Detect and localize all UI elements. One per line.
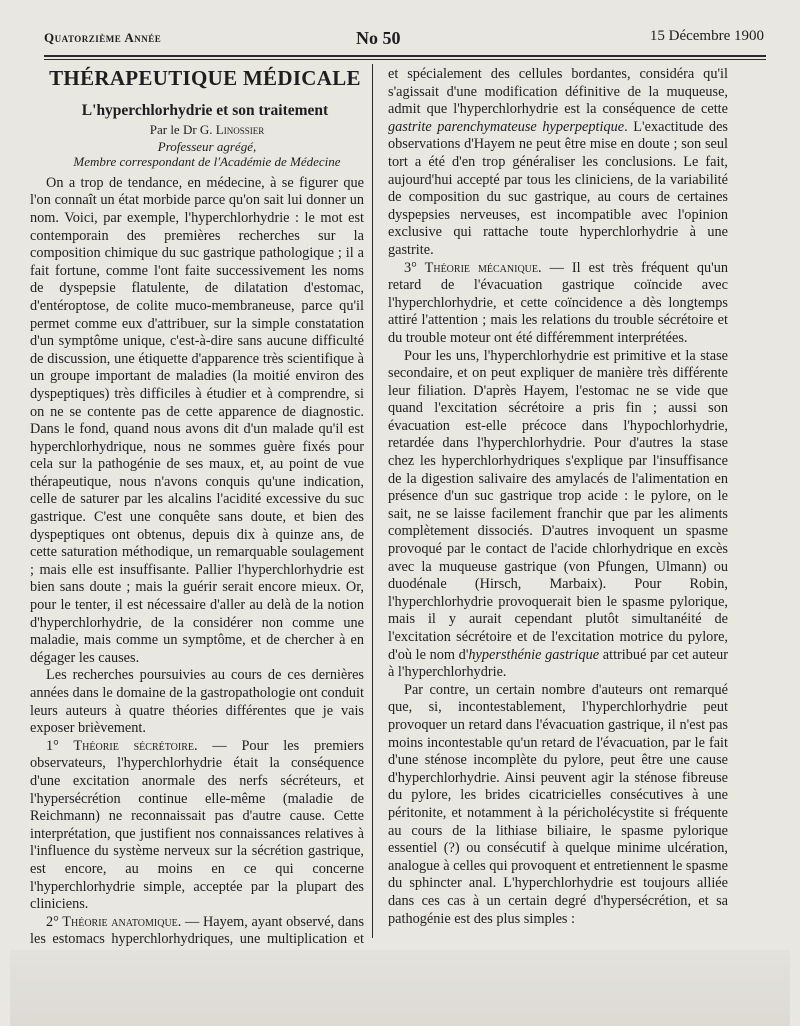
paragraph: 3° Théorie mécanique. — Il est très fréquent qu'un retard de l'évacuation gastrique coïncide avec l'hyperchlorhydrie, et cette coïncidence a dès longtemps attiré l'attention ; mais les relations du trouble sécrétoire et du trouble moteur ont été différemment interprétées. — [388, 259, 728, 346]
subheading: 1° Théorie sécrétoire. — [46, 737, 198, 754]
left-column — [30, 66, 364, 967]
affiliation-2: Membre correspondant de l'Académie de Médecine — [73, 153, 341, 169]
issue-date: 15 Décembre 1900 — [649, 28, 764, 44]
volume-label: Quatorzième Année — [44, 30, 162, 45]
paragraph: 1° Théorie sécrétoire. — Pour les premiers observateurs, l'hyperchlorhydrie était la conséquence d'une excitation anormale des nerfs sécréteurs, et l'hypersécrétion continue elle-même (maladie de Reichmann) ne reconnaissait pas d'autre cause. Cette interprétation, que justifient nos connaissances relatives à l'influence du système nerveux sur la sécrétion gastrique, est encore, au moins en ce qui concerne l'hyperchlorhydrie simple, acceptée par la plupart des cliniciens. — [30, 737, 364, 913]
section-title: THÉRAPEUTIQUE MÉDICALE — [49, 66, 361, 90]
byline-prefix: Par le Dr — [149, 122, 197, 138]
paragraph: Pour les uns, l'hyperchlorhydrie est primitive et la stase secondaire, et on peut expliquer de manière très différente leur filiation. D'après Hayem, l'estomac ne se vide que quand l'excitation sécrétoire a pris fin ; aussi son évacuation est-elle précoce dans l'hypochlorhydrie, retardée dans l'hyperchlorhydrie. Pour d'autres la stase chez les hyperchlorhydriques s'explique par l'insuffisance de la digestion salivaire des amylacés de l'alimentation en présence d'un suc gastrique trop acide : le pylore, on le sait, ne se laisse facilement franchir que par les aliments complètement dissociés. D'autres invoquent un spasme provoqué par le contact de l'acide chlorhydrique en excès avec la muqueuse gastrique (von Pfungen, Ulmann) ou duodénale (Hirsch, Marbaix). Pour Robin, l'hyperchlorhydrie provoquerait bien le spasme pylorique, mais il y aurait cependant plutôt simultanéité de l'excitation sécrétoire et de l'excitation motrice du pylore, d'où le nom d'hypersthénie gastrique attribué par cet auteur à l'hyperchlorhydrie. — [388, 347, 728, 681]
byline — [30, 121, 364, 139]
bleed-through-margin — [10, 950, 790, 1026]
affiliation-1: Professeur agrégé, — [157, 138, 257, 154]
column-divider — [372, 64, 373, 938]
paragraph: On a trop de tendance, en médecine, à se figurer que l'on connaît un état morbide parce qu'on sait lui donner un nom. Voici, par exemple, l'hyperchlorhydrie : le mot est contemporain des premières recherches sur la composition chimique du suc gastrique pathologique ; il a fait fortune, comme l'ont faite successivement les noms de dyspepsie flatulente, de dilatation d'estomac, d'entéroptose, de colite muco-membraneuse, parce qu'il permet comme eux d'attribuer, sur la simple constatation d'un symptôme unique, c'est-à-dire sans aucune difficulté de discussion, une étiquette d'apparence très scientifique à un groupe important de maladies (la moitié environ des dyspeptiques) très difficiles à étudier et à comprendre, si on ne se contente pas de cette apparence de diagnostic. Dans le fond, quand nous avons dit d'un malade qu'il est hyperchlorhydrique, nous ne sommes guère fixés pour cela sur la pathogénie de ses maux, et, au point de vue thérapeutique, nous n'avons conquis qu'une indication, celle de saturer par les alcalins l'acidité excessive du suc gastrique. C'est une conquête sans doute, et bien des dyspeptiques ont obtenus, depuis dix à quinze ans, de cette saturation méthodique, un remarquable soulagement ; mais elle est insuffisante. Pallier l'hyperchlorhydrie est bien sans doute ; mais la guérir serait encore mieux. Or, pour le tenter, il est nécessaire d'aller au delà de la notion d'hyperchlorhydrie, de la considérer non comme une maladie, mais comme un symptôme, et de chercher à en dégager les causes. — [30, 174, 364, 666]
page-header — [44, 26, 764, 54]
author-name: G. Linossier — [199, 122, 265, 138]
paragraph: 2° Théorie anatomique. — Hayem, ayant observé, dans les estomacs hyperchlorhydriques, une multiplication et — [30, 913, 365, 948]
header-rule-thin — [44, 59, 766, 60]
issue-number: No 50 — [356, 28, 401, 48]
subheading: 2° Théorie anatomique. — [46, 913, 182, 930]
right-column — [388, 66, 728, 928]
subheading: 3° Théorie mécanique. — [404, 259, 542, 276]
paragraph: Par contre, un certain nombre d'auteurs ont remarqué que, si, incontestablement, l'hyperchlorhydrie peut provoquer un retard dans l'évacuation gastrique, il n'est pas moins incontestable qu'un retard de l'évacuation, par le fait d'une sténose incomplète du pylore, peut être une cause d'hyperchlorhydrie. Ainsi peuvent agir la sténose fibreuse du pylore, les brides cicatricielles consécutives à une péritonite, et notamment à la péricholécystite si fréquente au cours de la lithiase biliaire, le spasme pylorique essentiel (?) ou consécutif à quelque minime ulcération, analogue à celles qui provoquent et entretiennent le spasme du sphincter anal. L'hyperchlorhydrie est toujours alliée dans ces cas à un certain degré d'hypersécrétion, et sa pathogénie est des plus simples : — [388, 681, 728, 927]
paragraph: Les recherches poursuivies au cours de ces dernières années dans le domaine de la gastropathologie ont conduit leurs auteurs à quatre théories différentes que je vais exposer brièvement. — [30, 667, 364, 737]
article-title: L'hyperchlorhydrie et son traitement — [81, 101, 329, 119]
paragraph: et spécialement des cellules bordantes, considéra qu'il s'agissait d'une modification définitive de la muqueuse, admit que l'hyperchlorhydrie est la conséquence de cette gastrite parenchymateuse hyperpeptique. L'exactitude des observations d'Hayem ne peut être mise en doute ; son seul tort a été d'en trop généraliser les conclusions. Le fait, aujourd'hui accepté par tous les cliniciens, de la variabilité de composition du suc gastrique, au cours de certaines dyspepsies nerveuses, est incompatible avec l'opinion exclusive qui rattache toute hyperchlorhydrie à une gastrite. — [388, 66, 728, 258]
header-rule-thick — [44, 55, 766, 57]
